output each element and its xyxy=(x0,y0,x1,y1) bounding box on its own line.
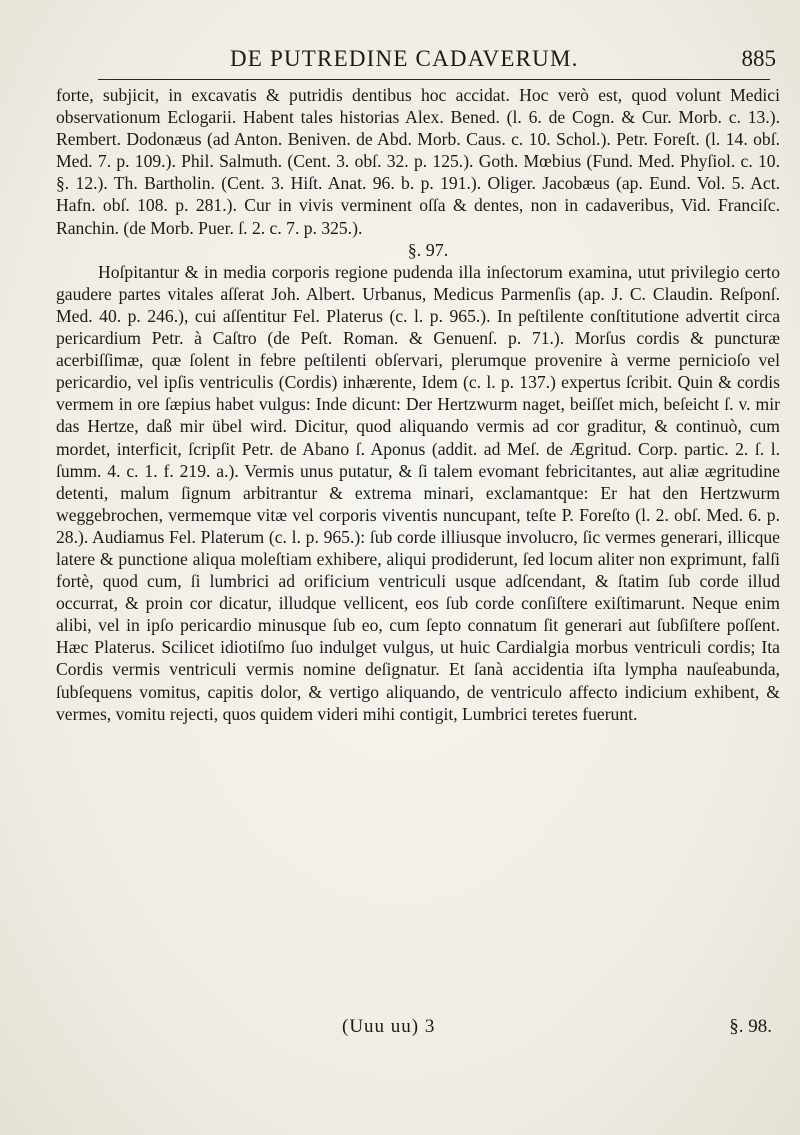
catchword: §. 98. xyxy=(729,1016,772,1037)
section-heading-97: §. 97. xyxy=(407,239,449,260)
page-footer xyxy=(56,1016,784,1048)
main-text xyxy=(56,84,780,725)
paragraph-1: forte, subjicit, in excavatis & putridis dentibus hoc accidat. Hoc verò est, quod volunt Medici observationum Eclogarii. Habent tales historias Alex. Bened. (l. 6. de Cogn. & Cur. Morb. c. 13.). Rembert. Dodonæus (ad Anton. Beniven. de Abd. Morb. Caus. c. 10. Schol.). Petr. Foreſt. (l. 14. obſ. Med. 7. p. 109.). Phil. Salmuth. (Cent. 3. obſ. 32. p. 125.). Goth. Mœbius (Fund. Med. Phyſiol. c. 10. §. 12.). Th. Bartholin. (Cent. 3. Hiſt. Anat. 96. b. p. 191.). Oliger. Jacobæus (ap. Eund. Vol. 5. Act. Hafn. obſ. 108. p. 281.). Cur in vivis verminent oſſa & dentes, non in cadaveribus, Vid. Franciſc. Ranchin. (de Morb. Puer. ſ. 2. c. 7. p. 325.). xyxy=(56,85,780,238)
page-number: 885 xyxy=(741,46,776,71)
paragraph-2: Hoſpitantur & in media corporis regione pudenda illa inſectorum examina, utut privilegio certo gaudere partes vitales aſſerat Joh. Albert. Urbanus, Medicus Parmenſis (ap. J. C. Claudin. Reſponſ. Med. 40. p. 246.), cui aſſentitur Fel. Platerus (c. l. p. 965.). In peſtilente conſtitutione advertit circa pericardium Petr. à Caſtro (de Peſt. Roman. & Genuenſ. p. 71.). Morſus cordis & puncturæ acerbiſſimæ, quæ ſolent in febre peſtilenti obſervari, plerumque provenire à verme pernicioſo vel pericardio, vel ipſis ventriculis (Cordis) inhærente, Idem (c. l. p. 137.) expertus ſcribit. Quin & cordis vermem in ore ſæpius habet vulgus: Inde dicunt: Der Hertzwurm naget, beiſſet mich, beſeicht ſ. v. mir das Hertze, daß mir übel wird. Dicitur, quod aliquando vermis ad cor graditur, & continuò, cum mordet, interficit, ſcripſit Petr. de Abano ſ. Aponus (addit. ad Meſ. de Ægritud. Corp. partic. 2. ſ. l. ſumm. 4. c. 1. f. 219. a.). Vermis unus putatur, & ſi talem evomant febricitantes, aut aliæ ægritudine detenti, malum ſignum arbitrantur & extrema minari, exclamantque: Er hat den Hertzwurm weggebrochen, vermemque vitæ vel corporis viventis nuncupant, teſte P. Foreſto (l. 2. obſ. Med. 6. p. 28.). Audiamus Fel. Platerum (c. l. p. 965.): ſub corde illiusque involucro, ſic vermes generari, illicque latere & punctione aliqua moleſtiam exhibere, aliqui prodiderunt, ſed locum aliter non exprimunt, falſi fortè, quod cum, ſi lumbrici ad orificium ventriculi usque adſcendant, & ſtatim ſub corde illud occurrat, & proin cor dicatur, illudque vellicent, eos ſub corde conſiſtere exiſtimarunt. Neque enim alibi, vel in ipſo pericardio minusque ſub eo, cum ſepto connatum ſit generari aut ſubſiſtere poſſent. Hæc Platerus. Scilicet idiotiſmo ſuo indulget vulgus, ut huic Cardialgia morbus ventriculi cordis; Ita Cordis vermis ventriculi vermis nomine deſignatur. Et ſanà accidentia iſta lympha nauſeabunda, ſubſequens vomitus, capitis dolor, & vertigo aliquando, de ventriculo affecto indicium exhibent, & vermes, vomitu rejecti, quos quidem videri mihi contigit, Lumbrici teretes fuerunt. xyxy=(56,261,780,724)
header-rule xyxy=(98,79,770,80)
running-title: DE PUTREDINE CADAVERUM. xyxy=(230,46,579,71)
signature-mark: (Uuu uu) 3 xyxy=(342,1016,436,1037)
page-header xyxy=(60,46,784,82)
